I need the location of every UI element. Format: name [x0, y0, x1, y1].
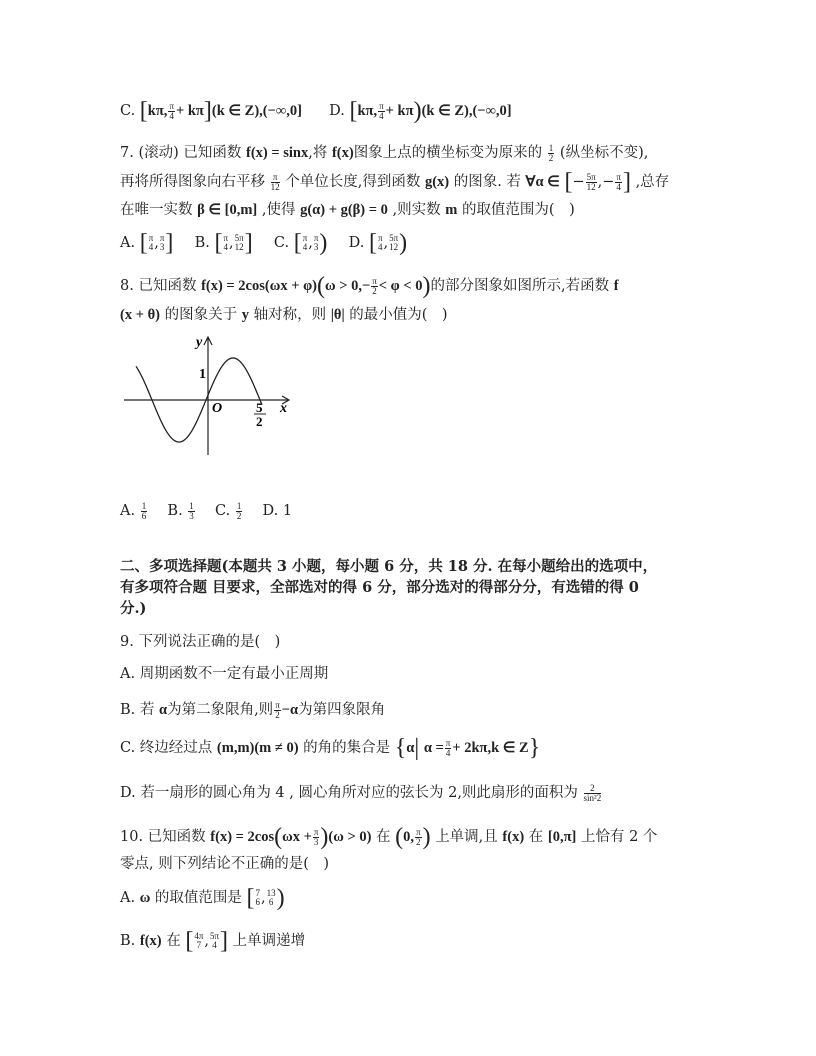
- q8-option-c[interactable]: C. $\frac{1}{2}$: [215, 500, 242, 521]
- frac-pi-4: $\frac{\pi}{4}$: [445, 737, 451, 758]
- q9-option-a[interactable]: A. 周期函数不一定有最小正周期: [120, 666, 329, 682]
- q7-option-c[interactable]: C. [ π 4 , π 3 ): [273, 230, 328, 256]
- q9-option-c[interactable]: C. 终边经过点 (m,m)(m ≠ 0) 的角的集合是 {α| α = $\frac{\pi}{4}$ + 2kπ,k ∈ Z}: [120, 735, 541, 761]
- frac-pi-2: $\frac{\pi}{2}$: [275, 699, 280, 720]
- q6-option-d[interactable]: D. [kπ, $\frac{\pi}{4}$ + kπ)(k ∈ Z),(−∞,0]: [329, 98, 512, 124]
- q7-option-b[interactable]: B. [ π 4 , 5π 12 ]: [194, 230, 253, 256]
- frac-pi-2: $\frac{\pi}{2}$: [416, 826, 421, 847]
- q9-option-d[interactable]: D. 若一扇形的圆心角为 4 , 圆心角所对应的弦长为 2,则此扇形的面积为 $\frac{2}{\text{sin²2}}$: [120, 782, 602, 803]
- frac-5pi-4: 5π 4: [210, 931, 220, 950]
- q10-line-1: 10. 已知函数 f(x) = 2cos(ωx + $\frac{\pi}{3}$ )(ω > 0) 在 (0, $\frac{\pi}{2}$ ) 上单调,且 f(x) 在 [0,π] 上恰有 2 个: [120, 824, 658, 850]
- frac-pi-3: $\frac{\pi}{3}$: [313, 826, 319, 847]
- q7-line-1: 7. (滚动) 已知函数 f(x) = sinx,将 f(x)图象上点的横坐标变为原来的 $\frac{1}{2}$ (纵坐标不变),: [120, 142, 649, 163]
- frac-1-2: $\frac{1}{2}$: [548, 142, 554, 163]
- frac-7-6: 7 6: [255, 888, 261, 907]
- frac-13-6: 13 6: [266, 888, 276, 907]
- q6-option-c[interactable]: C. [kπ, $\frac{\pi}{4}$ + kπ](k ∈ Z),(−∞,0]: [120, 98, 302, 124]
- origin-label: O: [212, 401, 223, 416]
- q8-line-1: 8. 已知函数 f(x) = 2cos(ωx + φ)(ω > 0,− $\frac{\pi}{2}$ < φ < 0)的部分图象如图所示,若函数 f: [120, 273, 619, 299]
- q9-option-b[interactable]: B. 若 α为第二象限角,则 $\frac{\pi}{2}$ −α为第四象限角: [120, 699, 386, 720]
- x-axis-label: x: [280, 401, 287, 416]
- function-graph: [120, 330, 300, 460]
- q7-options: [120, 230, 408, 256]
- q8-line-2: (x + θ) 的图象关于 y 轴对称，则 |θ| 的最小值为( ): [120, 307, 448, 323]
- q8-option-a[interactable]: A. $\frac{1}{6}$: [120, 500, 147, 521]
- q8-option-d[interactable]: D. 1: [262, 503, 293, 519]
- frac-5pi-12: $\frac{5\pi}{12}$: [586, 171, 596, 192]
- q7-option-d[interactable]: D. [ π 4 , 5π 12 ): [348, 230, 408, 256]
- section2-heading-line-3: 分.): [120, 600, 147, 617]
- y-tick-one: 1: [199, 367, 206, 382]
- q10-line-2: 零点, 则下列结论不正确的是( ): [120, 856, 330, 872]
- q8-option-b[interactable]: B. $\frac{1}{3}$: [167, 500, 194, 521]
- y-axis-label: y: [196, 335, 203, 350]
- section2-heading-line-1: 二、多项选择题(本题共 3 小题，每小题 6 分，共 18 分. 在每小题给出的选项中，: [120, 558, 658, 575]
- q7-line-2: 再将所得图象向右平移 $\frac{\pi}{12}$ 个单位长度,得到函数 g(x) 的图象. 若 ∀α ∈ [− $\frac{5\pi}{12}$ ,− $\frac{\pi}{4}$ ] ,总存: [120, 169, 670, 195]
- q7-line-3: 在唯一实数 β ∈ [0,m] ,使得 g(α) + g(β) = 0 ,则实数 m 的取值范围为( ): [120, 202, 575, 218]
- q10-option-a[interactable]: A. ω 的取值范围是 [ 7 6 , 13 6 ): [120, 885, 285, 911]
- x-tick-numerator: 5: [256, 400, 263, 415]
- section2-heading-line-2: 有多项符合题 目要求，全部选对的得 6 分，部分选对的得部分分，有选错的得 0: [120, 579, 639, 596]
- q7-option-a[interactable]: A. [ π 4 , π 3 ]: [120, 230, 174, 256]
- frac-pi-2: $\frac{\pi}{2}$: [372, 275, 377, 296]
- frac-pi-12: $\frac{\pi}{12}$: [270, 171, 280, 192]
- frac-pi-4: $\frac{\pi}{4}$: [616, 171, 621, 192]
- q9-stem: 9. 下列说法正确的是( ): [120, 634, 281, 650]
- q6-options-line: [120, 98, 512, 124]
- frac-2-sin2-2: $\frac{2}{\text{sin²2}}$: [583, 782, 602, 803]
- q10-option-b[interactable]: B. f(x) 在 [ 4π 7 , 5π 4 ] 上单调递增: [120, 928, 306, 954]
- q8-options: [120, 501, 292, 521]
- x-tick-denominator: 2: [256, 414, 263, 429]
- frac-4pi-7: 4π 7: [194, 931, 204, 950]
- frac-pi-4: $\frac{\pi}{4}$: [379, 100, 384, 121]
- frac-pi-4: $\frac{\pi}{4}$: [169, 100, 174, 121]
